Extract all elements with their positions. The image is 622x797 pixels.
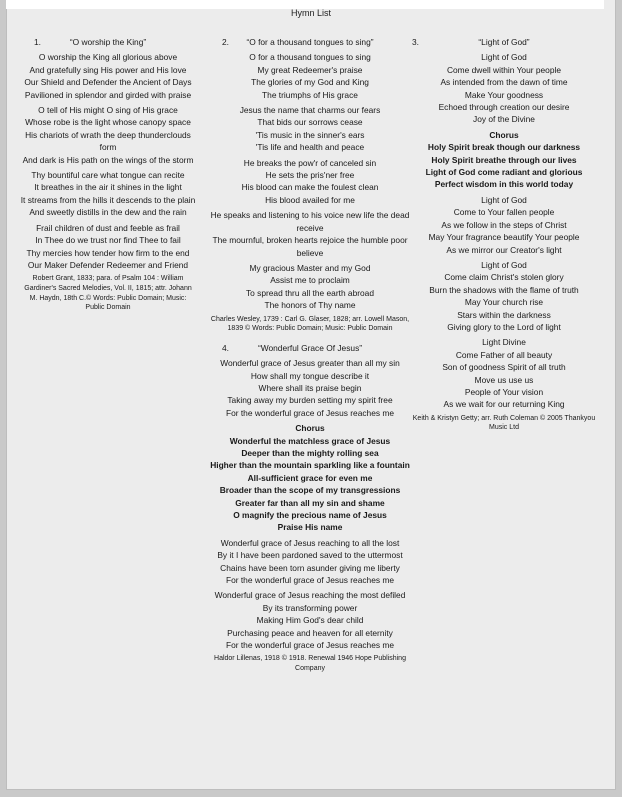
- verse: [210, 51, 410, 101]
- chorus-label: Chorus: [295, 423, 325, 434]
- verse-line: Giving glory to the Lord of light: [447, 321, 561, 332]
- verse-line: Come dwell within Your people: [446, 64, 562, 75]
- hymn-title: [408, 36, 600, 48]
- verse: [20, 104, 196, 166]
- hymn-title: [20, 36, 196, 48]
- verse-line: 'Tis life and health and peace: [255, 142, 365, 153]
- verse-line: Thy bountiful care what tongue can recite: [31, 170, 185, 181]
- chorus-line: Broader than the scope of my transgressions: [219, 485, 401, 496]
- verse-line: Wonderful grace of Jesus greater than all my sin: [220, 358, 400, 369]
- verse-line: By it I have been pardoned saved to the uttermost: [217, 550, 403, 561]
- verse-line: His blood can make the foulest clean: [241, 182, 379, 193]
- verse-line: My great Redeemer's praise: [257, 64, 363, 75]
- verse-line: Taking away my burden setting my spirit free: [227, 395, 393, 406]
- verse-line: And dark is His path on the wings of the storm: [22, 154, 194, 165]
- verse-line: As intended from the dawn of time: [440, 77, 568, 88]
- verse-line: Light of God: [481, 194, 527, 205]
- chorus-line: Holy Spirit breathe through our lives: [431, 154, 577, 165]
- verse: [408, 259, 600, 333]
- verse-line: For the wonderful grace of Jesus reaches me: [225, 407, 395, 418]
- hymn-title-text: “O worship the King”: [69, 37, 147, 47]
- verse-line: Assist me to proclaim: [270, 275, 350, 286]
- verse-line: Burn the shadows with the flame of truth: [429, 284, 579, 295]
- verse-line: Purchasing peace and heaven for all eternity: [227, 627, 393, 638]
- hymn-title: [210, 36, 410, 48]
- hymn-title: [210, 342, 410, 354]
- chorus-line: Greater far than all my sin and shame: [235, 497, 385, 508]
- verse: [210, 157, 410, 207]
- verse-line: And gratefully sing His power and His love: [29, 64, 187, 75]
- verse-line: As we mirror our Creator's light: [446, 244, 562, 255]
- chorus-line: Deeper than the mighty rolling sea: [241, 447, 379, 458]
- hymn-number: 2.: [222, 37, 229, 47]
- verse-line: Chains have been torn asunder giving me liberty: [220, 562, 400, 573]
- verse-line: May Your fragrance beautify Your people: [428, 232, 580, 243]
- verse-line: 'Tis music in the sinner's ears: [255, 129, 365, 140]
- verse-line: By its transforming power: [262, 602, 358, 613]
- verse-line: The honors of Thy name: [264, 300, 356, 311]
- verse-line: Light Divine: [482, 337, 526, 348]
- verse: [210, 104, 410, 154]
- column-3: [408, 36, 600, 433]
- hymn-number: 4.: [222, 342, 229, 353]
- verse-line: Our Maker Defender Redeemer and Friend: [27, 259, 189, 270]
- verse: [210, 357, 410, 419]
- hymn-number: 3.: [412, 37, 419, 47]
- chorus-line: Holy Spirit break though our darkness: [427, 142, 581, 153]
- hymn-credit: Charles Wesley, 1739 : Carl G. Glaser, 1828; arr. Lowell Mason, 1839 © Words: Public Domain; Music: Public Domain: [210, 315, 410, 333]
- verse-line: His chariots of wrath the deep thunderclouds form: [25, 129, 191, 153]
- chorus: [408, 141, 600, 191]
- verse-line: Light of God: [481, 259, 527, 270]
- verse-line: He breaks the pow'r of canceled sin: [243, 157, 377, 168]
- verse-line: Wonderful grace of Jesus reaching the most defiled: [214, 590, 406, 601]
- verse-line: Come Father of all beauty: [455, 349, 553, 360]
- hymn-number: 1.: [34, 37, 41, 47]
- hymn-title-text: “O for a thousand tongues to sing”: [246, 37, 374, 47]
- verse-line: Come claim Christ's stolen glory: [444, 272, 564, 283]
- chorus-line: Perfect wisdom in this world today: [434, 179, 574, 190]
- verse-line: Come to Your fallen people: [453, 207, 555, 218]
- chorus-line: O magnify the precious name of Jesus: [233, 510, 387, 520]
- verse-line: His blood availed for me: [265, 194, 355, 205]
- verse-line: O for a thousand tongues to sing: [249, 52, 371, 63]
- verse: [408, 51, 600, 125]
- verse-line: Jesus the name that charms our fears: [239, 105, 381, 116]
- page-title: Hymn List: [290, 8, 331, 18]
- verse: [210, 537, 410, 587]
- chorus-line: All-sufficient grace for even me: [247, 472, 373, 483]
- verse: [210, 589, 410, 651]
- hymn-block: [210, 36, 410, 334]
- column-2: [210, 36, 410, 674]
- verse-line: Where shall its praise begin: [258, 382, 362, 393]
- verse-line: That bids our sorrows cease: [257, 117, 363, 128]
- verse-line: The mournful, broken hearts rejoice the humble poor believe: [212, 235, 408, 258]
- column-1: [20, 36, 196, 313]
- verse: [20, 51, 196, 101]
- verse-line: Pavilioned in splendor and girded with praise: [24, 89, 192, 100]
- hymn-block: [210, 342, 410, 674]
- verse-line: People of Your vision: [464, 386, 544, 397]
- verse-line: As we follow in the steps of Christ: [441, 219, 567, 230]
- verse-line: May Your church rise: [464, 297, 544, 308]
- verse-line: Thy mercies how tender how firm to the end: [26, 247, 190, 258]
- verse-line: It breathes in the air it shines in the light: [34, 182, 182, 193]
- verse-line: For the wonderful grace of Jesus reaches me: [225, 640, 395, 651]
- verse-line: Echoed through creation our desire: [438, 102, 570, 113]
- hymn-block: [20, 36, 196, 313]
- verse: [20, 169, 196, 219]
- chorus-label: Chorus: [489, 129, 519, 140]
- chorus: [210, 435, 410, 534]
- verse-line: It streams from the hills it descends to the plain: [20, 194, 196, 205]
- verse-line: Making Him God's dear child: [256, 615, 364, 626]
- verse-line: In Thee do we trust nor find Thee to fail: [35, 235, 181, 246]
- hymn-block: [408, 36, 600, 433]
- verse: [408, 194, 600, 256]
- verse-line: O worship the King all glorious above: [38, 52, 178, 63]
- verse-line: The triumphs of His grace: [262, 89, 358, 100]
- hymn-credit: Keith & Kristyn Getty; arr. Ruth Coleman © 2005 Thankyou Music Ltd: [412, 414, 596, 432]
- verse-line: He speaks and listening to his voice new life the dead receive: [210, 210, 410, 233]
- verse-line: Son of goodness Spirit of all truth: [442, 362, 566, 373]
- verse-line: He sets the pris'ner free: [265, 170, 355, 181]
- verse-line: Stars within the darkness: [457, 309, 551, 320]
- verse: [20, 222, 196, 272]
- verse-line: Wonderful grace of Jesus reaching to all the lost: [220, 537, 400, 548]
- verse-line: The glories of my God and King: [251, 77, 369, 88]
- verse-line: How shall my tongue describe it: [250, 370, 370, 381]
- chorus-line: Wonderful the matchless grace of Jesus: [229, 435, 391, 446]
- verse-line: Our Shield and Defender the Ancient of Days: [24, 77, 192, 88]
- verse-line: Whose robe is the light whose canopy space: [25, 117, 191, 128]
- verse-line: To spread thru all the earth abroad: [245, 287, 375, 298]
- verse-line: Move us use us: [474, 374, 534, 385]
- verse: [408, 336, 600, 410]
- verse-line: For the wonderful grace of Jesus reaches me: [225, 575, 395, 586]
- verse-line: O tell of His might O sing of His grace: [38, 105, 178, 116]
- verse: [210, 209, 410, 259]
- verse-line: As we wait for our returning King: [443, 399, 565, 410]
- verse: [210, 262, 410, 312]
- chorus-line: Light of God come radiant and glorious: [425, 167, 583, 178]
- hymn-credit: Robert Grant, 1833; para. of Psalm 104 : William Gardiner's Sacred Melodies, Vol. II, 1815; attr. Johann M. Haydn, 18th C.© Words: Public Domain; Music: Public Domain: [24, 275, 192, 312]
- verse-line: Joy of the Divine: [473, 114, 535, 125]
- verse-line: My gracious Master and my God: [249, 262, 371, 273]
- chorus-line: Praise His name: [277, 522, 343, 533]
- hymn-title-text: “Light of God”: [478, 37, 530, 47]
- hymn-credit: Haldor Lillenas, 1918 © 1918. Renewal 1946 Hope Publishing Company: [214, 655, 406, 673]
- verse-line: Make Your goodness: [464, 89, 544, 100]
- verse-line: Frail children of dust and feeble as frail: [36, 222, 180, 233]
- chorus-line: Higher than the mountain sparkling like a fountain: [210, 460, 410, 471]
- verse-line: Light of God: [481, 52, 527, 63]
- hymn-title-text: “Wonderful Grace Of Jesus”: [257, 342, 363, 353]
- verse-line: And sweetly distills in the dew and the rain: [29, 207, 187, 218]
